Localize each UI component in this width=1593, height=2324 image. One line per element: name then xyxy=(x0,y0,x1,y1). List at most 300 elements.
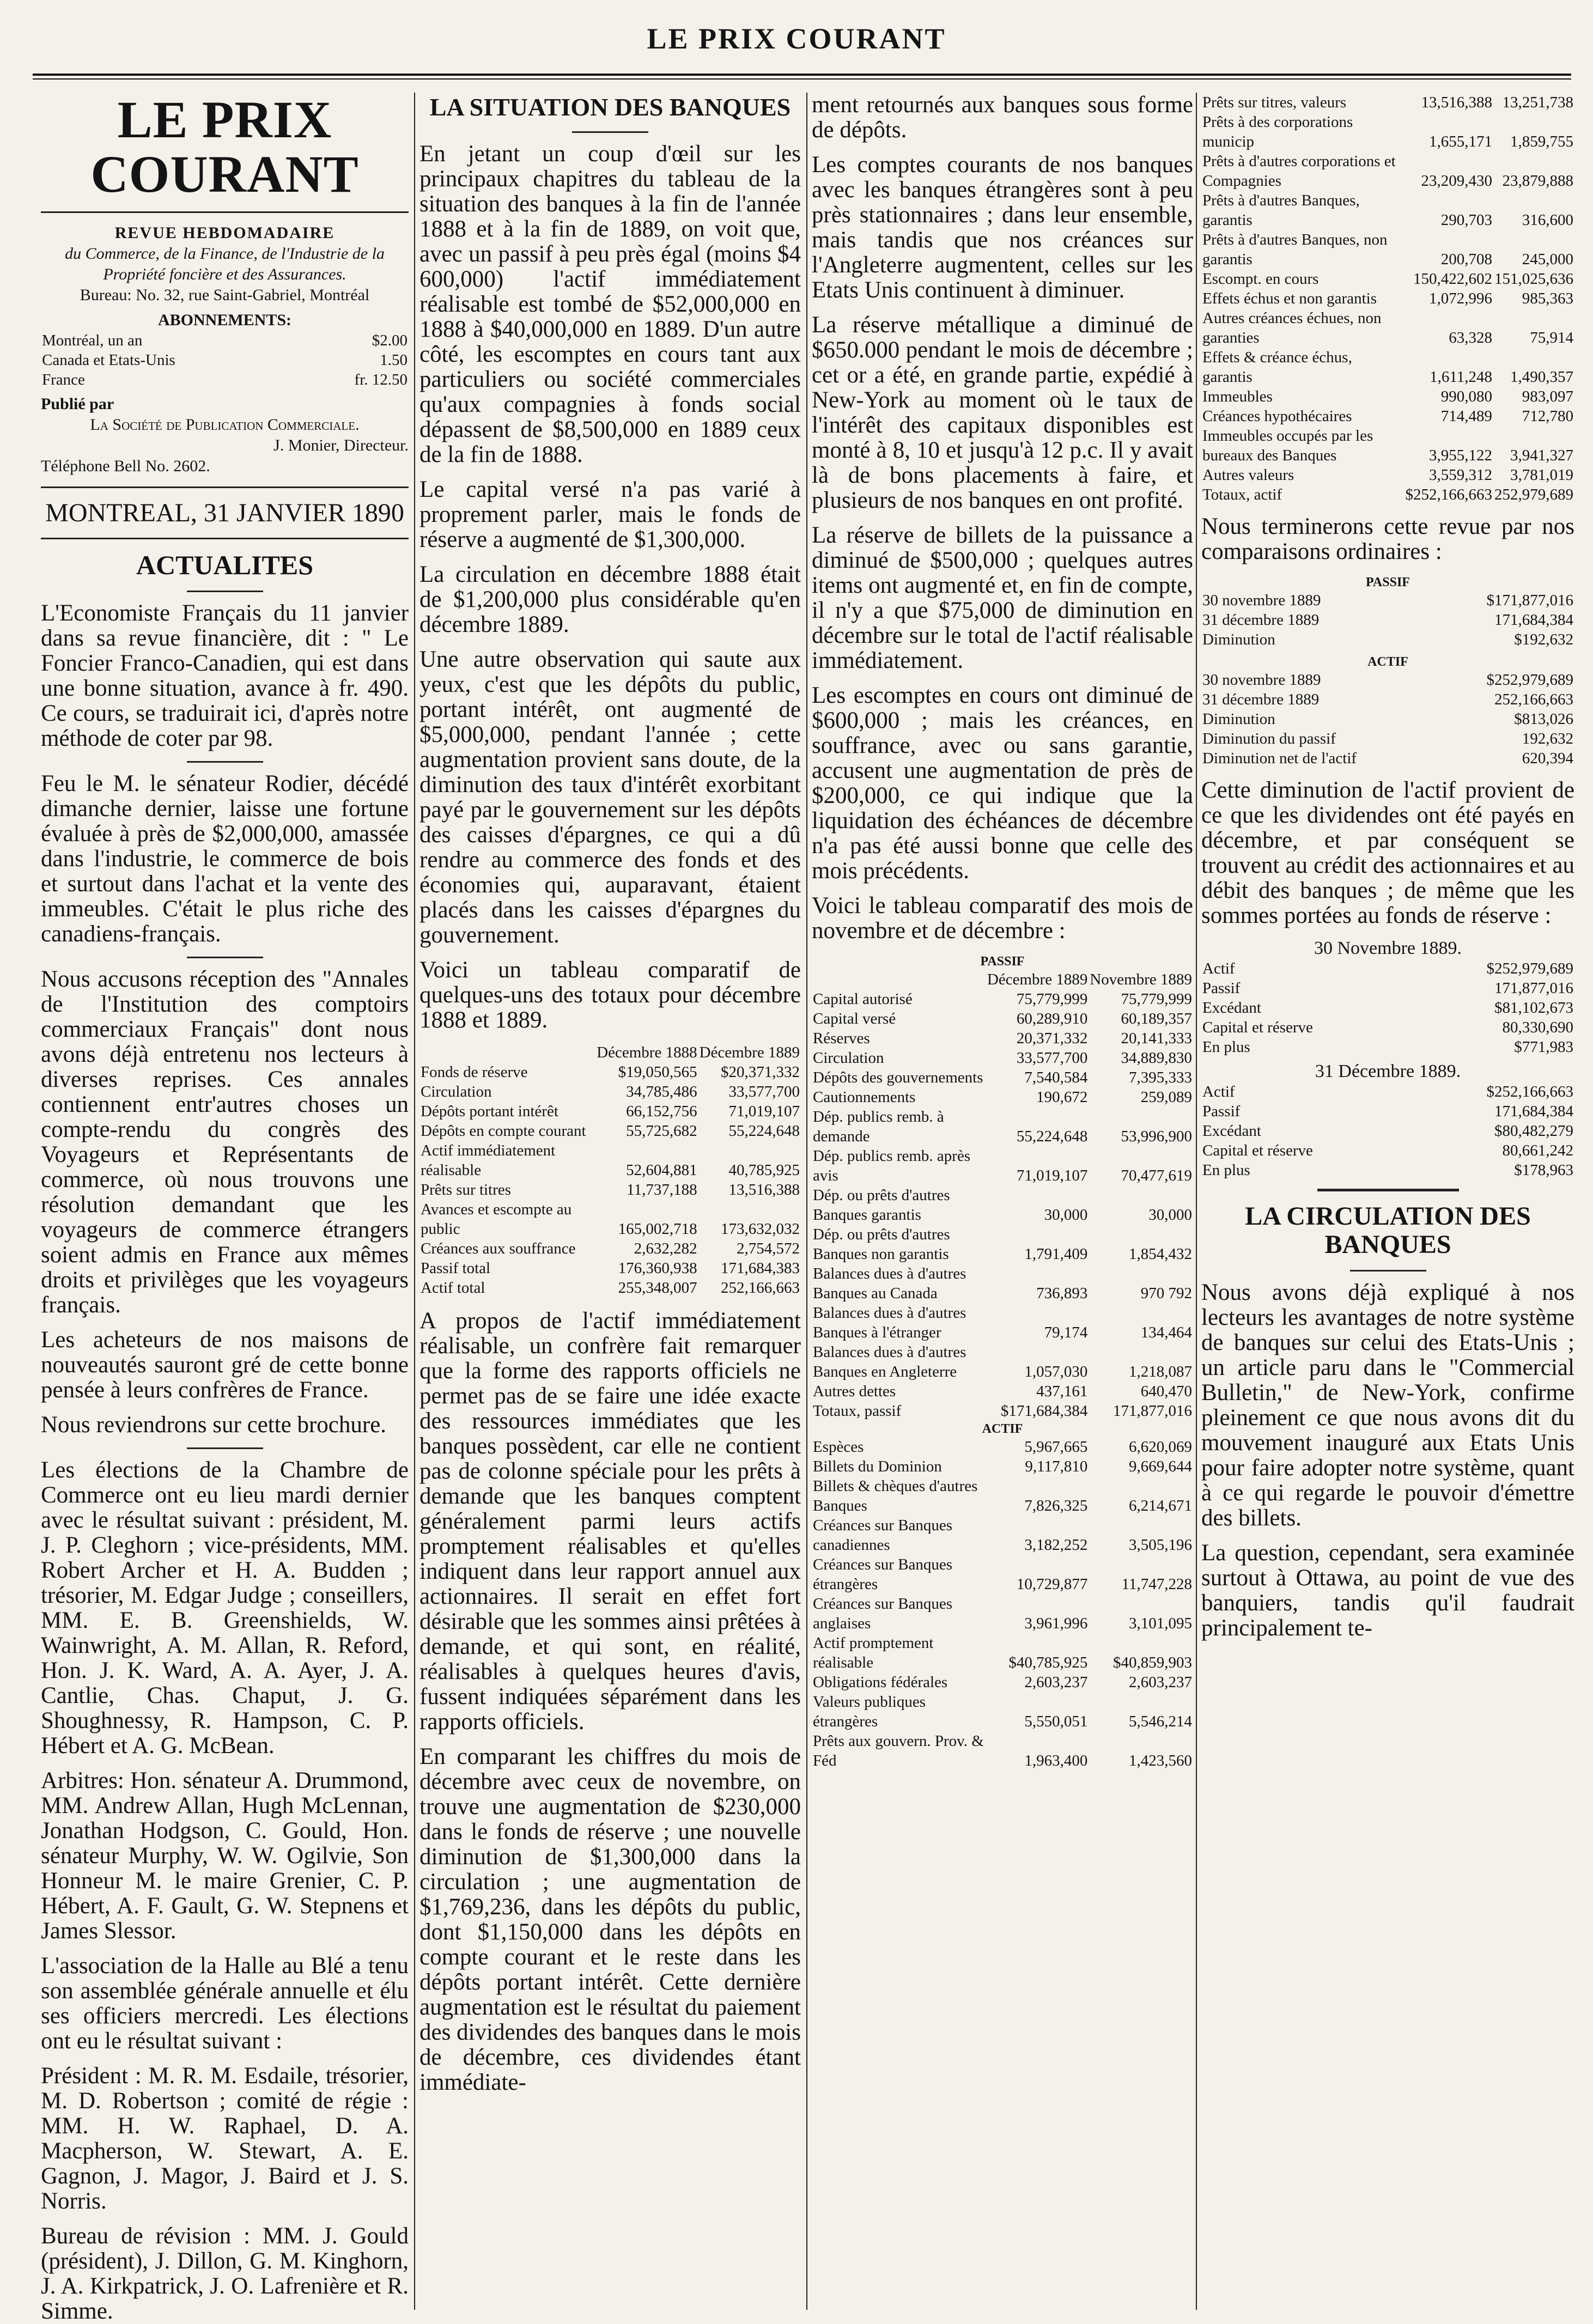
row-value: 1,057,030 xyxy=(1024,1363,1088,1380)
row-value: 11,737,188 xyxy=(627,1181,697,1198)
table-row xyxy=(1201,406,1574,426)
row-value: 1,791,409 xyxy=(1024,1245,1088,1263)
row-label: Excédant xyxy=(1202,999,1261,1017)
row-label: Diminution xyxy=(1202,710,1275,728)
row-value: 1,218,087 xyxy=(1129,1363,1192,1380)
table-row xyxy=(419,1258,801,1278)
table-row xyxy=(1201,269,1574,289)
table-row xyxy=(1201,1121,1574,1141)
row-value: 71,019,107 xyxy=(728,1103,800,1120)
row-label: Balances dues à d'autres Banques au Canada xyxy=(813,1265,966,1302)
actif-label: ACTIF xyxy=(1367,655,1408,669)
row-label: Prêts à d'autres Banques, garantis xyxy=(1202,192,1360,229)
row-label: Créances sur Banques canadiennes xyxy=(813,1517,953,1554)
table-row xyxy=(1201,151,1574,191)
paragraph: Les escomptes en cours ont diminué de $600,000 ; mais les créances, en souffrance, avec ou sans garantie, accusent une augmentation de près de $200,000, ce qui indique que la liquidation des échéances de décembre n'a pas été aussi bonne que celle des mois précédents. xyxy=(812,683,1193,884)
row-value: 1,423,560 xyxy=(1129,1752,1192,1769)
table-row xyxy=(1201,93,1574,112)
row-value: $40,785,925 xyxy=(1008,1654,1088,1671)
table-row xyxy=(1201,709,1574,729)
row-value: 11,747,228 xyxy=(1121,1575,1192,1593)
row-label: Effets & créance échus, garantis xyxy=(1202,349,1352,386)
row-value: 80,661,242 xyxy=(1502,1142,1573,1159)
row-value: 30,000 xyxy=(1148,1206,1192,1224)
actif-comparison xyxy=(1201,670,1574,768)
masthead-subtitle: REVUE HEBDOMADAIRE xyxy=(114,224,335,242)
row-label: Billets & chèques d'autres Banques xyxy=(813,1477,978,1514)
table-row xyxy=(812,1476,1193,1516)
table-row xyxy=(812,1009,1193,1029)
row-value: 640,470 xyxy=(1140,1383,1192,1400)
column-4 xyxy=(1201,93,1574,2310)
row-label: Totaux, actif xyxy=(1202,486,1282,503)
row-label: Prêts sur titres, valeurs xyxy=(1202,94,1347,111)
row-value: 33,577,700 xyxy=(728,1083,800,1100)
row-value: $813,026 xyxy=(1514,710,1573,728)
row-value: 55,725,682 xyxy=(626,1122,697,1140)
row-value: 171,684,383 xyxy=(721,1260,800,1277)
row-value: 79,174 xyxy=(1044,1324,1088,1341)
row-label: Passif xyxy=(1202,1103,1241,1120)
passif-label: PASSIF xyxy=(1366,575,1410,589)
table-row xyxy=(1201,998,1574,1018)
table-row xyxy=(1201,690,1574,709)
paragraph: Bureau de révision : MM. J. Gould (président), J. Dillon, G. M. Kinghorn, J. A. Kirkpatrick, J. O. Lafrenière et R. Simme. xyxy=(41,2223,409,2324)
table-row xyxy=(1201,630,1574,649)
row-value: 23,879,888 xyxy=(1502,172,1573,190)
row-value: 60,189,357 xyxy=(1121,1010,1192,1027)
row-value: 3,101,095 xyxy=(1129,1615,1192,1632)
row-value: 316,600 xyxy=(1522,211,1573,229)
row-value: 2,603,237 xyxy=(1129,1674,1192,1691)
row-value: $192,632 xyxy=(1514,631,1573,648)
row-value: 10,729,877 xyxy=(1016,1575,1088,1593)
table-row xyxy=(812,1087,1193,1107)
dateline: MONTREAL, 31 JANVIER 1890 xyxy=(45,498,404,527)
column-1 xyxy=(41,90,409,2324)
row-value: 620,394 xyxy=(1522,750,1573,767)
table-header: Décembre 1889 xyxy=(987,971,1088,988)
passif-label: PASSIF xyxy=(980,954,1025,969)
row-label: Réserves xyxy=(813,1030,870,1047)
row-label: Passif xyxy=(1202,980,1241,997)
row-value: 55,224,648 xyxy=(1016,1128,1088,1145)
row-label: Créances sur Banques étrangères xyxy=(813,1556,953,1593)
row-label: Prêts sur titres xyxy=(421,1181,511,1198)
row-label: Valeurs publiques étrangères xyxy=(813,1693,926,1730)
row-label: 30 novembre 1889 xyxy=(1202,592,1321,609)
row-value: 290,703 xyxy=(1440,211,1492,229)
row-value: 20,141,333 xyxy=(1121,1030,1192,1047)
row-value: 1,854,432 xyxy=(1129,1245,1192,1263)
abonnements-label: ABONNEMENTS: xyxy=(157,311,292,329)
row-value: 2,632,282 xyxy=(634,1240,697,1257)
table-row xyxy=(419,1141,801,1180)
table-row xyxy=(1201,191,1574,230)
row-label: Actif total xyxy=(421,1279,485,1297)
row-label: Balances dues à d'autres Banques en Angleterre xyxy=(813,1343,966,1380)
row-label: Prêts à d'autres corporations et Compagnies xyxy=(1202,153,1396,190)
table-row xyxy=(1201,1160,1574,1180)
table-header: Novembre 1889 xyxy=(1090,971,1192,988)
row-label: Diminution net de l'actif xyxy=(1202,750,1357,767)
table-row xyxy=(812,1457,1193,1476)
row-value: 165,002,718 xyxy=(618,1220,697,1238)
row-label: Billets du Dominion xyxy=(813,1458,942,1475)
row-label: Actif immédiatement réalisable xyxy=(421,1142,556,1179)
table-row xyxy=(1201,1018,1574,1037)
row-value: $171,684,384 xyxy=(1000,1402,1088,1420)
paragraph: Feu le M. le sénateur Rodier, décédé dimanche dernier, laisse une fortune évaluée à près de $2,000,000, amassée dans l'industrie, le commerce de bois et surtout dans l'achat et la vente des immeubles. C'était le plus riche des canadiens-français. xyxy=(41,771,409,947)
paragraph: Arbitres: Hon. sénateur A. Drummond, MM. Andrew Allan, Hugh McLennan, Jonathan Hodgson, C. Gould, Hon. sénateur Murphy, W. W. Ogilvie, Son Honneur M. le maire Grenier, C. P. Hébert, A. F. Gault, G. W. Stepnens et James Slessor. xyxy=(41,1768,409,1944)
table-row xyxy=(1201,387,1574,406)
table-row xyxy=(1201,112,1574,151)
row-label: Capital autorisé xyxy=(813,990,913,1008)
row-value: 245,000 xyxy=(1522,251,1573,268)
row-label: Dép. ou prêts d'autres Banques garantis xyxy=(813,1187,950,1224)
row-value: 151,025,636 xyxy=(1494,270,1573,288)
row-label: 30 novembre 1889 xyxy=(1202,671,1321,689)
actif-label: ACTIF xyxy=(982,1422,1023,1436)
table-row xyxy=(1201,348,1574,387)
row-value: $252,979,689 xyxy=(1486,960,1573,977)
table-row xyxy=(419,1180,801,1200)
row-label: Diminution xyxy=(1202,631,1275,648)
row-value: 714,489 xyxy=(1440,407,1492,425)
row-value: 33,577,700 xyxy=(1016,1049,1088,1067)
paragraph: Le capital versé n'a pas varié à proprement parler, mais le fonds de réserve a augmenté de $1,300,000. xyxy=(419,477,801,552)
row-label: Effets échus et non garantis xyxy=(1202,290,1377,307)
table-row xyxy=(812,1107,1193,1146)
row-label: Immeubles occupés par les bureaux des Banques xyxy=(1202,427,1373,464)
row-value: 60,289,910 xyxy=(1016,1010,1088,1027)
table-row xyxy=(812,1633,1193,1672)
table-row xyxy=(812,1146,1193,1185)
row-value: 3,182,252 xyxy=(1024,1536,1088,1554)
row-value: 9,669,644 xyxy=(1129,1458,1192,1475)
row-value: 970 792 xyxy=(1140,1285,1192,1302)
table-row xyxy=(1201,959,1574,978)
row-value: 176,360,938 xyxy=(618,1260,697,1277)
row-label: Dép. publics remb. à demande xyxy=(813,1108,944,1145)
row-value: 6,620,069 xyxy=(1129,1438,1192,1456)
table-row xyxy=(1201,289,1574,308)
dec-table xyxy=(1201,1082,1574,1180)
row-value: 52,604,881 xyxy=(626,1161,697,1179)
row-label: Autres dettes xyxy=(813,1383,896,1400)
row-value: $771,983 xyxy=(1514,1038,1573,1056)
row-value: 3,961,996 xyxy=(1024,1615,1088,1632)
article-title: LA CIRCULATION DES BANQUES xyxy=(1245,1202,1531,1259)
paragraph: En jetant un coup d'œil sur les principaux chapitres du tableau de la situation des banques à la fin de l'année 1888 et à la fin de 1889, on voit que, avec un passif à peu près égal (moins $4 600,000) l'actif immédiatement réalisable est tombé de $52,000,000 en 1888 à $40,000,000 en 1889. D'un autre côté, les escomptes en cours tant aux particuliers ou société commerciales qu'aux compagnies à fonds social dépassent de $8,500,000 en 1889 ceux de la fin de 1888. xyxy=(419,141,801,467)
row-value: 1,859,755 xyxy=(1510,133,1573,150)
row-label: Dépôts des gouvernements xyxy=(813,1069,983,1086)
table-row xyxy=(1201,1141,1574,1160)
row-value: 75,914 xyxy=(1530,329,1573,346)
row-value: 34,785,486 xyxy=(626,1083,697,1100)
row-value: 71,019,107 xyxy=(1016,1167,1088,1184)
comparison-table-1888-1889 xyxy=(419,1043,801,1298)
row-label: Passif total xyxy=(421,1260,491,1277)
row-value: 171,877,016 xyxy=(1113,1402,1192,1420)
row-label: Dép. ou prêts d'autres Banques non garantis xyxy=(813,1226,950,1263)
row-value: 30,000 xyxy=(1044,1206,1088,1224)
row-value: 2,754,572 xyxy=(737,1240,800,1257)
row-value: $178,963 xyxy=(1514,1161,1573,1179)
row-value: 5,546,214 xyxy=(1129,1713,1192,1730)
row-label: 31 décembre 1889 xyxy=(1202,691,1320,708)
paragraph: Nous accusons réception des "Annales de l'Institution des comptoirs commerciaux Français" dont nous avons déjà entretenu nos lecteurs à diverses reprises. Ces annales contiennent entr'autres choses un compte-rendu du congrès des Voyageurs et Représentants de commerce, où nous trouvons une résolution demandant que les voyageurs de commerce étrangers soient admis en France aux mêmes droits et privilèges que les voyageurs français. xyxy=(41,966,409,1318)
table-row xyxy=(1201,749,1574,768)
table-header: Décembre 1888 xyxy=(597,1044,697,1061)
masthead-bureau: Bureau: No. 32, rue Saint-Gabriel, Montréal xyxy=(80,286,370,304)
row-value: 990,080 xyxy=(1440,388,1492,405)
row-value: $171,877,016 xyxy=(1486,592,1573,609)
table-row xyxy=(1201,610,1574,630)
row-label: Prêts à d'autres Banques, non garantis xyxy=(1202,231,1388,268)
row-value: 7,540,584 xyxy=(1024,1069,1088,1086)
paragraph: Président : M. R. M. Esdaile, trésorier, M. D. Robertson ; comité de régie : MM. H. W. Raphael, D. A. Macpherson, W. Stewart, A. E. Gagnon, J. Magor, J. Baird et J. S. Norris. xyxy=(41,2063,409,2214)
row-label: Diminution du passif xyxy=(1202,730,1336,747)
paragraph: Nous avons déjà expliqué à nos lecteurs les avantages de notre système de banques sur celui des Etats-Unis ; un article paru dans le "Commercial Bulletin," de New-York, confirme pleinement ce que nous avons dit du mouvement inauguré aux Etats Unis pour faire adopter notre système, quant à ce qui regarde le pouvoir d'émettre des billets. xyxy=(1201,1280,1574,1531)
row-value: $20,371,332 xyxy=(721,1063,800,1081)
row-value: $80,482,279 xyxy=(1494,1122,1573,1140)
row-label: Capital versé xyxy=(813,1010,896,1027)
row-label: Autres valeurs xyxy=(1202,466,1294,484)
paragraph: La réserve métallique a diminué de $650.000 pendant le mois de décembre ; cet or a été, en grande partie, expédié à New-York au moment où le taux de l'intérêt des capitaux disponibles est monté à 8, 10 et jusqu'à 12 p.c. Il y avait là de bons placements à faire, et plusieurs de nos banques en ont profité. xyxy=(812,312,1193,513)
row-value: 2,603,237 xyxy=(1024,1674,1088,1691)
paragraph: La question, cependant, sera examinée surtout à Ottawa, au point de vue des banquiers, tandis qu'il faudrait principalement te- xyxy=(1201,1540,1574,1641)
row-label: Actif xyxy=(1202,1083,1235,1100)
table-row xyxy=(812,1303,1193,1342)
row-value: 5,550,051 xyxy=(1024,1713,1088,1730)
row-value: 13,251,738 xyxy=(1502,94,1573,111)
table-row xyxy=(812,1264,1193,1303)
table-row xyxy=(1201,230,1574,269)
row-value: 3,955,122 xyxy=(1429,447,1492,464)
table-row xyxy=(1201,1102,1574,1121)
row-value: 171,877,016 xyxy=(1494,980,1573,997)
table-row xyxy=(812,1048,1193,1068)
column-3 xyxy=(812,93,1193,2310)
nov-title: 30 Novembre 1889. xyxy=(1314,938,1462,958)
paragraph: L'Economiste Français du 11 janvier dans sa revue financière, dit : " Le Foncier Franco-Canadien, qui est dans une bonne situation, avance à fr. 490. Ce cours, se traduirait ici, d'après notre méthode de coter par 98. xyxy=(41,600,409,751)
table-row xyxy=(812,1401,1193,1421)
paragraph: Voici le tableau comparatif des mois de novembre et de décembre : xyxy=(812,893,1193,944)
table-row xyxy=(812,989,1193,1009)
row-value: 1,611,248 xyxy=(1430,368,1492,386)
table-row xyxy=(812,1672,1193,1692)
row-value: 66,152,756 xyxy=(626,1103,697,1120)
row-value: 34,889,830 xyxy=(1121,1049,1192,1067)
row-value: 3,941,327 xyxy=(1510,447,1573,464)
paragraph: Cette diminution de l'actif provient de ce que les dividendes ont été payés en décembre, et par conséquent se trouvent au crédit des actionnaires et au débit des banques ; de même que les sommes portées au fonds de réserve : xyxy=(1201,777,1574,928)
table-row xyxy=(812,1692,1193,1731)
row-value: 3,505,196 xyxy=(1129,1536,1192,1554)
row-label: Capital et réserve xyxy=(1202,1142,1313,1159)
row-label: Totaux, passif xyxy=(813,1402,902,1420)
row-value: $252,979,689 xyxy=(1486,671,1573,689)
running-head: LE PRIX COURANT xyxy=(647,22,946,55)
row-label: Dép. publics remb. après avis xyxy=(813,1147,971,1184)
table-row xyxy=(419,1278,801,1298)
table-row xyxy=(1201,308,1574,348)
row-label: Autres créances échues, non garanties xyxy=(1202,309,1382,346)
row-value: 23,209,430 xyxy=(1421,172,1492,190)
row-value: 259,089 xyxy=(1140,1088,1192,1106)
row-value: 1,963,400 xyxy=(1024,1752,1088,1769)
row-label: Immeubles xyxy=(1202,388,1273,405)
paragraph: Les élections de la Chambre de Commerce ont eu lieu mardi dernier avec le résultat suivant : président, M. J. P. Cleghorn ; vice-présidents, MM. Robert Archer et H. A. Budden ; trésorier, M. Edgar Judge ; conseillers, MM. E. B. Greenshields, W. Wainwright, A. M. Allan, R. Reford, Hon. J. K. Ward, A. A. Ayer, J. A. Cantlie, Chas. Chaput, J. G. Shoughnessy, R. Hampson, C. P. Hébert et A. G. McBean. xyxy=(41,1457,409,1759)
table-row xyxy=(1201,670,1574,690)
row-value: 13,516,388 xyxy=(728,1181,800,1198)
paragraph: Nous reviendrons sur cette brochure. xyxy=(41,1412,387,1438)
row-label: Créances hypothécaires xyxy=(1202,407,1352,425)
row-value: $19,050,565 xyxy=(618,1063,697,1081)
row-value: 53,996,900 xyxy=(1121,1128,1192,1145)
row-label: Circulation xyxy=(813,1049,884,1067)
paragraph: A propos de l'actif immédiatement réalisable, un confrère fait remarquer que la forme des rapports officiels ne permet pas de se faire une idée exacte des ressources immédiates que les banques possèdent, car elle ne contient pas de colonne spéciale pour les prêts à demande que les banques comptent généralement parmi leurs actifs promptement réalisables et qu'elles indiquent dans leur rapport annuel aux actionnaires. Il serait en effet fort désirable que les sommes ainsi prêtées à demande, et qui sont, en réalité, réalisables à quelques heures d'avis, fussent indiquées séparément dans les rapports officiels. xyxy=(419,1308,801,1735)
table-row xyxy=(419,1102,801,1121)
table-row xyxy=(812,1516,1193,1555)
row-value: 252,166,663 xyxy=(721,1279,800,1297)
row-label: Prêts aux gouvern. Prov. & Féd xyxy=(813,1732,984,1769)
column-2 xyxy=(419,93,801,2310)
row-label: Actif promptement réalisable xyxy=(813,1634,934,1671)
row-label: Créances sur Banques anglaises xyxy=(813,1595,953,1632)
table-row xyxy=(812,1594,1193,1633)
row-label: Escompt. en cours xyxy=(1202,270,1319,288)
row-value: 5,967,665 xyxy=(1024,1438,1088,1456)
paragraph: Les comptes courants de nos banques avec les banques étrangères sont à peu près stationnaires ; dans leur ensemble, mais tandis que nos créances sur l'Angleterre augmentent, celles sur les Etats Unis continuent à diminuer. xyxy=(812,152,1193,303)
table-row xyxy=(419,1200,801,1239)
row-value: 7,826,325 xyxy=(1024,1497,1088,1514)
row-value: 192,632 xyxy=(1522,730,1573,747)
row-label: Fonds de réserve xyxy=(421,1063,528,1081)
paragraph: Nous terminerons cette revue par nos comparaisons ordinaires : xyxy=(1201,514,1574,564)
row-value: 134,464 xyxy=(1140,1324,1192,1341)
row-label: Dépôts en compte courant xyxy=(421,1122,586,1140)
paragraph: Voici un tableau comparatif de quelques-uns des totaux pour décembre 1888 et 1889. xyxy=(419,957,801,1033)
table-row xyxy=(1201,729,1574,749)
table-row xyxy=(812,1555,1193,1594)
row-value: 1,490,357 xyxy=(1510,368,1573,386)
telephone: Téléphone Bell No. 2602. xyxy=(41,457,210,475)
row-label: Circulation xyxy=(421,1083,492,1100)
dec-title: 31 Décembre 1889. xyxy=(1315,1061,1461,1081)
row-label: Prêts à des corporations municip xyxy=(1202,113,1353,150)
nov-table xyxy=(1201,959,1574,1057)
row-value: 437,161 xyxy=(1036,1383,1088,1400)
running-header xyxy=(0,22,1593,76)
row-value: 173,632,032 xyxy=(721,1220,800,1238)
masthead-desc: du Commerce, de la Finance, de l'Industrie de la Propriété foncière et des Assurances. xyxy=(65,245,385,283)
row-value: 75,779,999 xyxy=(1121,990,1192,1008)
masthead-title: LE PRIX COURANT xyxy=(90,90,359,203)
row-value: 985,363 xyxy=(1522,290,1573,307)
table-row xyxy=(1201,1082,1574,1102)
table-row xyxy=(419,1121,801,1141)
paragraph: Une autre observation qui saute aux yeux, c'est que les dépôts du public, portant intérêt, ont augmenté de $5,000,000, pendant l'année ; cette augmentation provient sans doute, de la diminution des taux d'intérêt exorbitant payé par le gouvernement sur les dépôts des caisses d'épargnes, ce qui a dû rendre au commerce des fonds et des économies qui, auparavant, étaient placés dans les caisses d'épargnes du gouvernement. xyxy=(419,647,801,948)
row-value: 1,072,996 xyxy=(1429,290,1492,307)
row-label: Espèces xyxy=(813,1438,864,1456)
row-value: 252,166,663 xyxy=(1494,691,1573,708)
row-label: 31 décembre 1889 xyxy=(1202,611,1320,629)
paragraph: ment retournés aux banques sous forme de dépôts. xyxy=(812,92,1193,143)
paragraph: En comparant les chiffres du mois de décembre avec ceux de novembre, on trouve une augmentation de $230,000 dans le fonds de réserve ; une nouvelle diminution de $1,300,000 dans la circulation ; une augmentation de $1,769,236, dans les dépôts du public, dont $1,150,000 dans les dépôts en compte courant et le reste dans les dépôts portant intérêt. Cette dernière augmentation est le résultat du paiement des dividendes des banques dans le mois de décembre, ces dividendes étant immédiate- xyxy=(419,1744,801,2095)
row-value: 171,684,384 xyxy=(1494,1103,1573,1120)
row-value: 255,348,007 xyxy=(618,1279,697,1297)
row-label: Capital et réserve xyxy=(1202,1019,1313,1036)
publisher: La Société de Publication Commerciale. xyxy=(90,416,360,434)
row-value: 3,559,312 xyxy=(1429,466,1492,484)
table-row xyxy=(1201,465,1574,485)
rates-table: Montréal, un an $2.00 Canada et Etats-Unis 1.50 France fr. 12.50 xyxy=(42,332,408,388)
row-value: 20,371,332 xyxy=(1016,1030,1088,1047)
row-label: Actif xyxy=(1202,960,1235,977)
row-value: 712,780 xyxy=(1522,407,1573,425)
row-value: 40,785,925 xyxy=(728,1161,800,1179)
table-row xyxy=(1201,485,1574,504)
row-value: 80,330,690 xyxy=(1502,1019,1573,1036)
row-value: 200,708 xyxy=(1440,251,1492,268)
table-row xyxy=(419,1062,801,1082)
row-label: Cautionnements xyxy=(813,1088,916,1106)
table-row xyxy=(812,1225,1193,1264)
table-row xyxy=(419,1082,801,1102)
row-label: Créances aux souffrance xyxy=(421,1240,576,1257)
row-value: 171,684,384 xyxy=(1494,611,1573,629)
row-value: 75,779,999 xyxy=(1016,990,1088,1008)
row-value: 55,224,648 xyxy=(728,1122,800,1140)
row-value: $252,166,663 xyxy=(1486,1083,1573,1100)
table-row xyxy=(812,1731,1193,1771)
paragraph: L'association de la Halle au Blé a tenu son assemblée générale annuelle et élu ses officiers mercredi. Les élections ont eu le résultat suivant : xyxy=(41,1953,409,2054)
row-value: 736,893 xyxy=(1036,1285,1088,1302)
comparison-table-nov-dec xyxy=(812,970,1193,1771)
table-row xyxy=(1201,1037,1574,1057)
table-header: Décembre 1889 xyxy=(699,1044,800,1061)
table-row xyxy=(812,1068,1193,1087)
director: J. Monier, Directeur. xyxy=(273,436,409,454)
article-title: LA SITUATION DES BANQUES xyxy=(429,93,791,121)
row-label: Obligations fédérales xyxy=(813,1674,948,1691)
row-value: 70,477,619 xyxy=(1121,1167,1192,1184)
actif-continued-table xyxy=(1201,93,1574,504)
table-row xyxy=(812,1382,1193,1401)
row-value: $40,859,903 xyxy=(1113,1654,1192,1671)
table-row xyxy=(812,1437,1193,1457)
publie-par: Publié par xyxy=(41,395,114,413)
row-value: $81,102,673 xyxy=(1494,999,1573,1017)
row-label: En plus xyxy=(1202,1161,1250,1179)
paragraph: La réserve de billets de la puissance a diminué de $500,000 ; quelques autres items ont augmenté et, en fin de compte, il n'y a que $75,000 de diminution en décembre sur le total de l'actif réalisable immédiatement. xyxy=(812,522,1193,673)
table-row xyxy=(812,1029,1193,1048)
table-row xyxy=(812,1342,1193,1382)
row-label: Avances et escompte au public xyxy=(421,1201,572,1238)
passif-comparison xyxy=(1201,591,1574,649)
table-row xyxy=(812,1185,1193,1225)
table-row xyxy=(1201,591,1574,610)
row-value: 9,117,810 xyxy=(1025,1458,1088,1475)
table-row xyxy=(1201,426,1574,465)
paragraph: La circulation en décembre 1888 était de $1,200,000 plus considérable qu'en décembre 1889. xyxy=(419,562,801,637)
row-label: Dépôts portant intérêt xyxy=(421,1103,558,1120)
row-value: 983,097 xyxy=(1522,388,1573,405)
row-label: Balances dues à d'autres Banques à l'étranger xyxy=(813,1304,966,1341)
row-label: En plus xyxy=(1202,1038,1250,1056)
row-value: 13,516,388 xyxy=(1421,94,1492,111)
